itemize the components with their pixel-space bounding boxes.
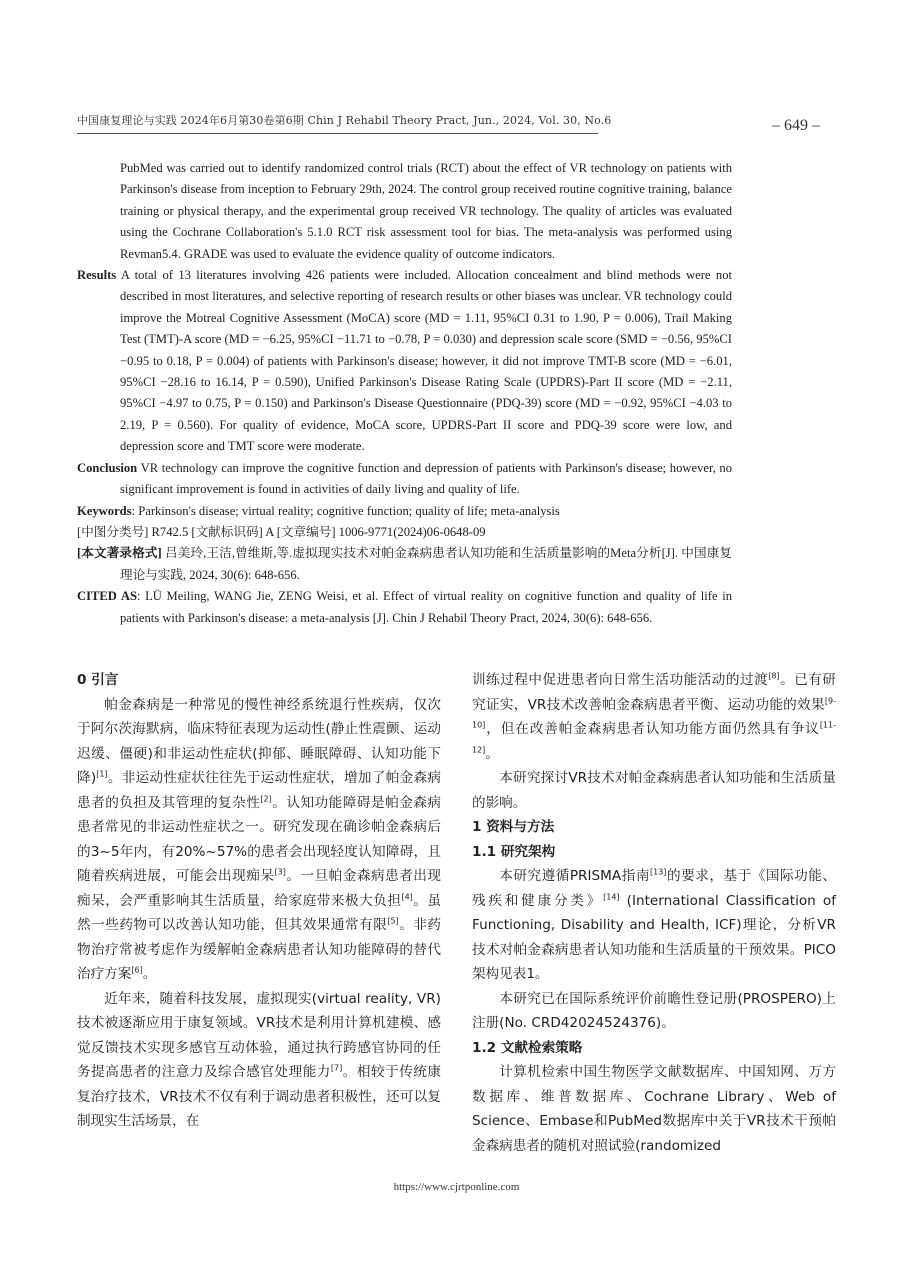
body-right-column — [472, 668, 836, 1158]
aim-paragraph: 本研究探讨VR技术对帕金森病患者认知功能和生活质量的影响。 — [472, 770, 836, 811]
section-methods-heading: 1 资料与方法 — [472, 819, 555, 835]
citation-marker: [13] — [649, 867, 667, 877]
citation-marker: [14] — [603, 891, 620, 901]
citation-marker: [11-12] — [472, 720, 836, 754]
header-rule — [77, 133, 598, 134]
abstract-methods-continuation: PubMed was carried out to identify randomized control trials (RCT) about the effect of VR technology on patients with Parkinson's disease from inception to February 29th, 2024. The control group received routine cognitive training, balance training or physical therapy, and the experimental group received VR technology. The quality of articles was evaluated using the Cochrane Collaboration's 5.1.0 RCT risk assessment tool for bias. The meta-analysis was performed using Revman5.4. GRADE was used to evaluate the evidence quality of outcome indicators. — [120, 161, 732, 261]
results-text: A total of 13 literatures involving 426 patients were included. Allocation concealment and blind methods were not described in most literatures, and selective reporting of research results or other biases was unclear. VR technology could improve the Motreal Cognitive Assessment (MoCA) score (MD = 1.11, 95%CI 0.31 to 1.90, P = 0.006), Trail Making Test (TMT)-A score (MD = −6.25, 95%CI −11.71 to −0.78, P = 0.030) and depression scale score (SMD = −0.56, 95%CI −0.95 to 0.18, P = 0.004) of patients with Parkinson's disease; however, it did not improve TMT-B score (MD = −6.01, 95%CI −28.16 to 16.14, P = 0.590), Unified Parkinson's Disease Rating Scale (UPDRS)-Part II score (MD = −2.11, 95%CI −4.97 to 0.75, P = 0.150) and Parkinson's Disease Questionnaire (PDQ-39) score (MD = −0.92, 95%CI −4.03 to 2.19, P = 0.560). For quality of evidence, MoCA score, UPDRS-Part II score and PDQ-39 score were low, and depression score and TMT score were moderate. — [120, 268, 732, 454]
citation-marker: [5] — [387, 916, 399, 926]
page-number: – 649 – — [772, 117, 820, 134]
intro-paragraph-2: 近年来，随着科技发展，虚拟现实(virtual reality, VR)技术被逐渐应用于康复领域。VR技术是利用计算机建模、感觉反馈技术实现多感官互动体验，通过执行跨感官协同的任务提高患者的注意力及综合感官处理能力[7]。相较于传统康复治疗技术，VR技术不仅有利于调动患者积极性，还可以复制现实生活场景，在 — [77, 990, 442, 1129]
citation-marker: [9-10] — [472, 695, 836, 730]
intro-paragraph-continuation: 训练过程中促进患者向日常生活功能活动的过渡[8]。已有研究证实，VR技术改善帕金森病患者平衡、运动功能的效果[9-10]，但在改善帕金森病患者认知功能方面仍然具有争议[11-12]。 — [472, 671, 837, 762]
classification-line: [中图分类号] R742.5 [文献标识码] A [文章编号] 1006-9771(2024)06-0648-09 — [77, 524, 486, 539]
citation-text: 吕美玲,王洁,曾维斯,等.虚拟现实技术对帕金森病患者认知功能和生活质量影响的Meta分析[J]. 中国康复理论与实践, 2024, 30(6): 648-656. — [120, 546, 732, 582]
subsection-search-heading: 1.2 文献检索策略 — [472, 1039, 583, 1056]
search-paragraph: 计算机检索中国生物医学文献数据库、中国知网、万方数据库、维普数据库、Cochrane Library、Web of Science、Embase和PubMed数据库中关于VR技术干预帕金森病患者的随机对照试验(randomized — [472, 1064, 836, 1154]
subsection-design-heading: 1.1 研究架构 — [472, 843, 556, 860]
intro-paragraph-1: 帕金森病是一种常见的慢性神经系统退行性疾病，仅次于阿尔茨海默病，临床特征表现为运动性(静止性震颤、运动迟缓、僵硬)和非运动性症状(抑郁、睡眠障碍、认知功能下降)[1]。非运动性症状往往先于运动性症状，增加了帕金森病患者的负担及其管理的复杂性[2]。认知功能障碍是帕金森病患者常见的非运动性症状之一。研究发现在确诊帕金森病后的3~5年内，有20%~57%的患者会出现轻度认知障碍，且随着疾病进展，可能会出现痴呆[3]。一旦帕金森病患者出现痴呆，会严重影响其生活质量，给家庭带来极大负担[4]。虽然一些药物可以改善认知功能，但其效果通常有限[5]。非药物治疗常被考虑作为缓解帕金森病患者认知功能障碍的替代治疗方案[6]。 — [77, 696, 442, 982]
citation-marker: [4] — [401, 891, 413, 901]
footer-url[interactable]: https://www.cjrtponline.com — [393, 1181, 520, 1193]
citation-format — [77, 543, 732, 586]
running-head: 中国康复理论与实践 2024年6月第30卷第6期 Chin J Rehabil Theory Pract, Jun., 2024, Vol. 30, No.6 — [77, 114, 612, 127]
cited-as-label: CITED AS — [77, 589, 137, 604]
citation-marker: [7] — [330, 1063, 343, 1073]
abstract-block — [77, 158, 732, 629]
citation-marker: [8] — [768, 671, 780, 681]
keywords-label: Keywords — [77, 503, 132, 518]
design-paragraph: 本研究遵循PRISMA指南[13]的要求，基于《国际功能、残疾和健康分类》[14] (International Classification of Functioning, Disability and Health, ICF)理论，分析VR技术对帕金森病患者认知功能和生活质量的干预效果。PICO架构见表1。 — [472, 867, 837, 982]
abstract-conclusion — [77, 458, 732, 501]
registration-paragraph: 本研究已在国际系统评价前瞻性登记册(PROSPERO)上注册(No. CRD42024524376)。 — [472, 990, 836, 1031]
conclusion-text: VR technology can improve the cognitive function and depression of patients with Parkinson's disease; however, no significant improvement is found in activities of daily living and quality of life. — [120, 460, 732, 497]
section-intro-heading: 0 引言 — [77, 672, 119, 688]
citation-marker: [1] — [96, 769, 108, 779]
keywords-text: : Parkinson's disease; virtual reality; cognitive function; quality of life; meta-analysis — [131, 503, 560, 518]
abstract-keywords — [77, 501, 732, 522]
results-label: Results — [77, 268, 117, 283]
abstract-results — [77, 265, 732, 458]
conclusion-label: Conclusion — [77, 460, 138, 475]
citation-marker: [2] — [260, 793, 272, 803]
citation-marker: [6] — [131, 965, 143, 975]
citation-label: [本文著录格式] — [77, 546, 162, 561]
body-left-column — [77, 668, 441, 1134]
citation-marker: [3] — [274, 867, 286, 877]
cited-as — [77, 586, 732, 629]
cited-as-text: : LÜ Meiling, WANG Jie, ZENG Weisi, et al. Effect of virtual reality on cognitive function and quality of life in patients with Parkinson's disease: a meta-analysis [J]. Chin J Rehabil Theory Pract, 2024, 30(6): 648-656. — [120, 589, 732, 625]
